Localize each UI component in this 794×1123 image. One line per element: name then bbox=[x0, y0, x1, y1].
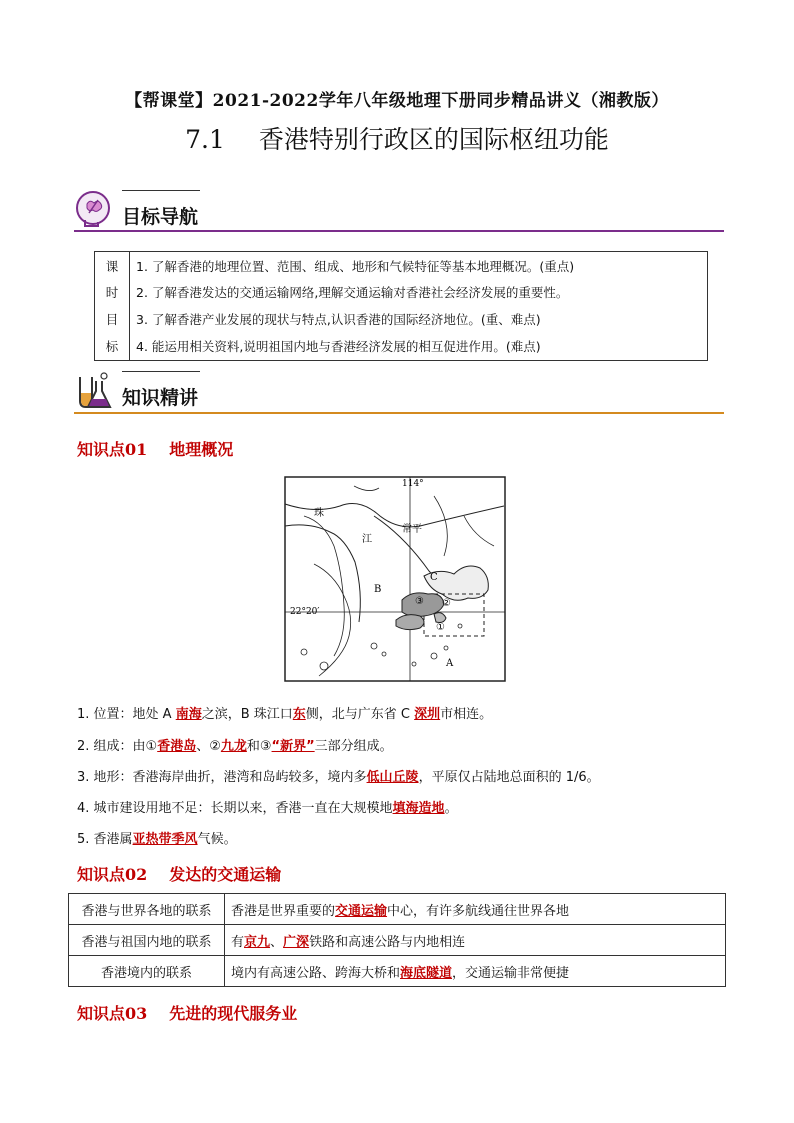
map-label-B: B bbox=[374, 584, 382, 595]
map-label-circle-2: ② bbox=[442, 598, 451, 609]
highlight-answer: 京九 bbox=[244, 934, 271, 950]
section-knowledge-rule bbox=[74, 412, 724, 414]
kp-number: 知识点03 bbox=[77, 1004, 148, 1023]
traffic-description: 境内有高速公路、跨海大桥和海底隧道，交通运输非常便捷 bbox=[225, 956, 726, 987]
goals-side-char: 目 bbox=[95, 306, 130, 333]
lesson-title bbox=[0, 120, 794, 156]
map-label-A: A bbox=[446, 658, 454, 669]
highlight-answer: 广深 bbox=[283, 934, 310, 950]
highlight-answer: 亚热带季风 bbox=[132, 832, 198, 847]
brain-head-icon bbox=[74, 190, 114, 230]
map-label-changping: 常平 bbox=[402, 524, 422, 535]
goals-side-char: 课 bbox=[95, 252, 130, 280]
highlight-answer: 填海造地 bbox=[392, 801, 445, 816]
point-composition: 2. 组成：由①香港岛、②九龙和③“新界”三部分组成。 bbox=[77, 739, 393, 754]
traffic-category: 香港与祖国内地的联系 bbox=[69, 925, 225, 956]
traffic-table bbox=[68, 893, 726, 987]
highlight-answer: 交通运输 bbox=[335, 903, 388, 919]
map-longitude-label: 114° bbox=[402, 479, 424, 489]
map-label-C: C bbox=[430, 572, 438, 583]
traffic-category: 香港与世界各地的联系 bbox=[69, 894, 225, 925]
table-row bbox=[69, 894, 726, 925]
point-land-use: 4. 城市建设用地不足：长期以来，香港一直在大规模地填海造地。 bbox=[77, 801, 458, 816]
section-knowledge-header bbox=[74, 371, 724, 417]
lesson-title-text: 香港特别行政区的国际枢纽功能 bbox=[258, 125, 609, 154]
point-location: 1. 位置：地处 A 南海之滨，B 珠江口东侧，北与广东省 C 深圳市相连。 bbox=[77, 707, 493, 722]
point-climate: 5. 香港属亚热带季风气候。 bbox=[77, 832, 237, 847]
table-row bbox=[69, 925, 726, 956]
section-knowledge-label: 知识精讲 bbox=[122, 387, 199, 409]
map-label-circle-1: ① bbox=[436, 622, 445, 633]
highlight-answer: 南海 bbox=[175, 707, 202, 722]
highlight-answer: “新界” bbox=[271, 739, 315, 754]
map-label-circle-3: ③ bbox=[415, 596, 424, 607]
highlight-answer: 海底隧道 bbox=[400, 965, 453, 981]
kp-number: 知识点02 bbox=[77, 865, 148, 884]
goals-table bbox=[94, 251, 708, 361]
goal-item: 3. 了解香港产业发展的现状与特点,认识香港的国际经济地位。(重、难点) bbox=[130, 306, 708, 333]
traffic-description: 香港是世界重要的交通运输中心，有许多航线通往世界各地 bbox=[225, 894, 726, 925]
highlight-answer: 九龙 bbox=[220, 739, 247, 754]
goal-item: 4. 能运用相关资料,说明祖国内地与香港经济发展的相互促进作用。(难点) bbox=[130, 333, 708, 361]
traffic-description: 有京九、广深铁路和高速公路与内地相连 bbox=[225, 925, 726, 956]
section-goals-rule bbox=[74, 230, 724, 232]
document-header-title: 【帮课堂】2021-2022学年八年级地理下册同步精品讲义（湘教版） bbox=[125, 91, 669, 111]
map-label-jiang: 江 bbox=[362, 534, 372, 545]
kp-title: 先进的现代服务业 bbox=[169, 1004, 298, 1023]
goals-side-char: 标 bbox=[95, 333, 130, 361]
traffic-category: 香港境内的联系 bbox=[69, 956, 225, 987]
highlight-answer: 低山丘陵 bbox=[366, 770, 419, 785]
kp-title: 发达的交通运输 bbox=[169, 865, 282, 884]
lab-flask-icon bbox=[74, 371, 114, 411]
lesson-number: 7.1 bbox=[185, 125, 225, 154]
kp-number: 知识点01 bbox=[77, 440, 148, 459]
section-goals-label: 目标导航 bbox=[122, 206, 199, 228]
point-terrain: 3. 地形：香港海岸曲折，港湾和岛屿较多，境内多低山丘陵，平原仅占陆地总面积的 1/6。 bbox=[77, 770, 600, 785]
hong-kong-map bbox=[284, 476, 506, 682]
knowledge-point-3-heading bbox=[77, 1001, 297, 1024]
map-latitude-label: 22°20′ bbox=[290, 607, 320, 617]
highlight-answer: 深圳 bbox=[414, 707, 441, 722]
kp-title: 地理概况 bbox=[169, 440, 234, 459]
goal-item: 1. 了解香港的地理位置、范围、组成、地形和气候特征等基本地理概况。(重点) bbox=[130, 252, 708, 280]
highlight-answer: 东 bbox=[292, 707, 306, 722]
section-goals-header bbox=[74, 190, 724, 236]
map-label-zhu: 珠 bbox=[314, 508, 324, 519]
knowledge-point-1-heading bbox=[77, 437, 233, 460]
goals-side-char: 时 bbox=[95, 279, 130, 306]
goal-item: 2. 了解香港发达的交通运输网络,理解交通运输对香港社会经济发展的重要性。 bbox=[130, 279, 708, 306]
knowledge-point-2-heading bbox=[77, 862, 281, 885]
highlight-answer: 香港岛 bbox=[157, 739, 197, 754]
table-row bbox=[69, 956, 726, 987]
